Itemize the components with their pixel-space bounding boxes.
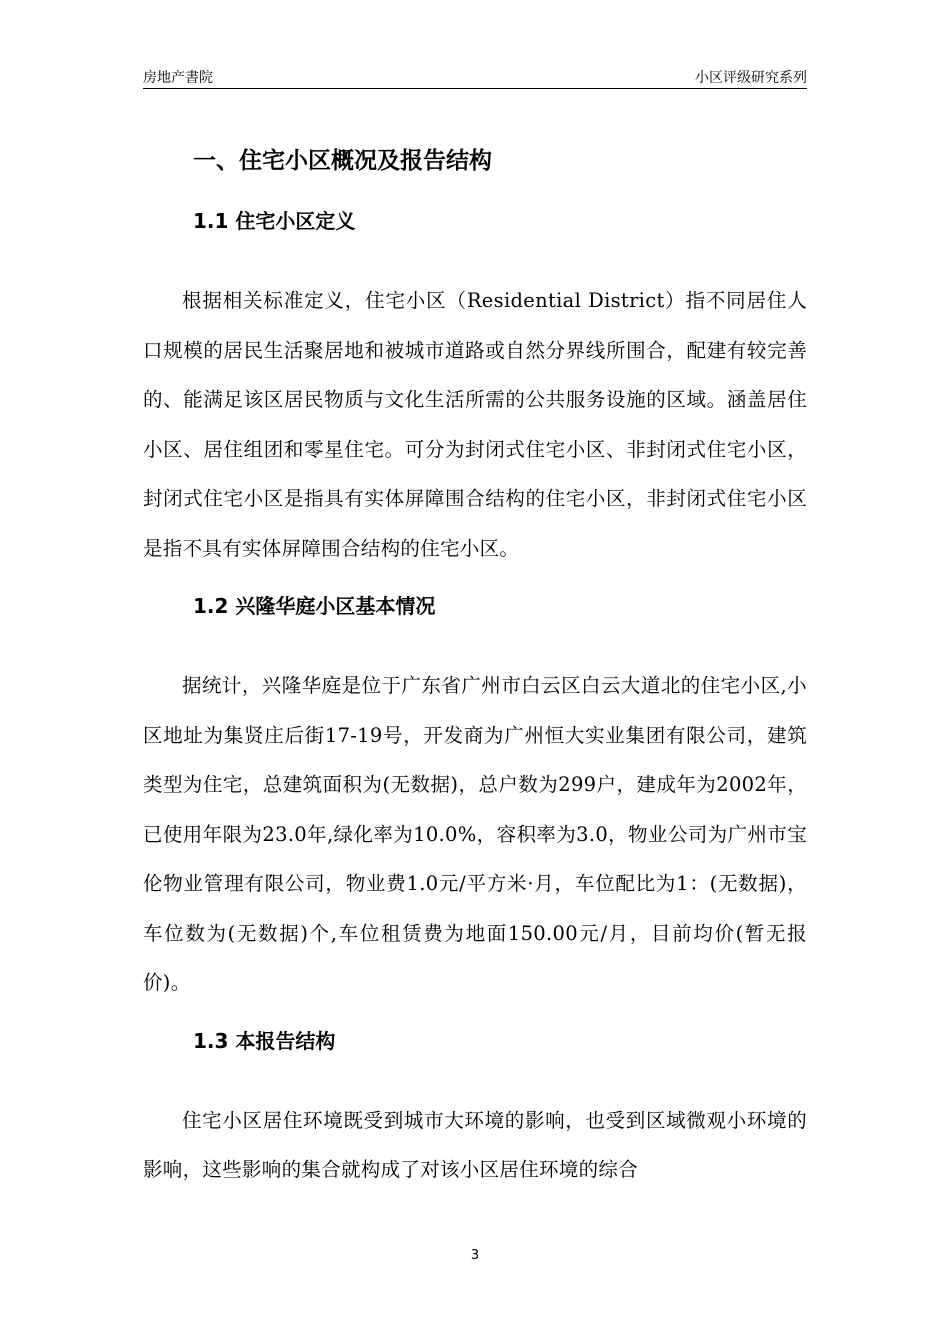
section-paragraph-1-1: 根据相关标准定义，住宅小区（Residential District）指不同居住人口规模的居民生活聚居地和被城市道路或自然分界线所围合，配建有较完善的、能满足该区居民物质与文化生活所需的公共服务设施的区域。涵盖居住小区、居住组团和零星住宅。可分为封闭式住宅小区、非封闭式住宅小区，封闭式住宅小区是指具有实体屏障围合结构的住宅小区，非封闭式住宅小区是指不具有实体屏障围合结构的住宅小区。 xyxy=(143,289,807,560)
section-paragraph-1-2: 据统计，兴隆华庭是位于广东省广州市白云区白云大道北的住宅小区,小区地址为集贤庄后街17-19号，开发商为广州恒大实业集团有限公司，建筑类型为住宅，总建筑面积为(无数据)，总户数为299户，建成年为2002年，已使用年限为23.0年,绿化率为10.0%，容积率为3.0，物业公司为广州市宝伦物业管理有限公司，物业费1.0元/平方米·月，车位配比为1：(无数据)，车位数为(无数据)个,车位租赁费为地面150.00元/月，目前均价(暂无报价)。 xyxy=(143,674,807,994)
header-right-title: 小区评级研究系列 xyxy=(695,70,807,86)
chapter-title: 一、住宅小区概况及报告结构 xyxy=(193,148,492,174)
page-number: 3 xyxy=(470,1248,480,1263)
header-left-title: 房地产書院 xyxy=(143,70,213,86)
section-title-1-2: 1.2 兴隆华庭小区基本情况 xyxy=(193,594,436,618)
section-title-1-1: 1.1 住宅小区定义 xyxy=(193,209,356,233)
document-body xyxy=(143,138,807,1211)
section-paragraph-1-3: 住宅小区居住环境既受到城市大环境的影响，也受到区域微观小环境的影响，这些影响的集合就构成了对该小区居住环境的综合 xyxy=(143,1108,807,1181)
page-header xyxy=(143,64,807,89)
section-title-1-3: 1.3 本报告结构 xyxy=(193,1028,336,1053)
